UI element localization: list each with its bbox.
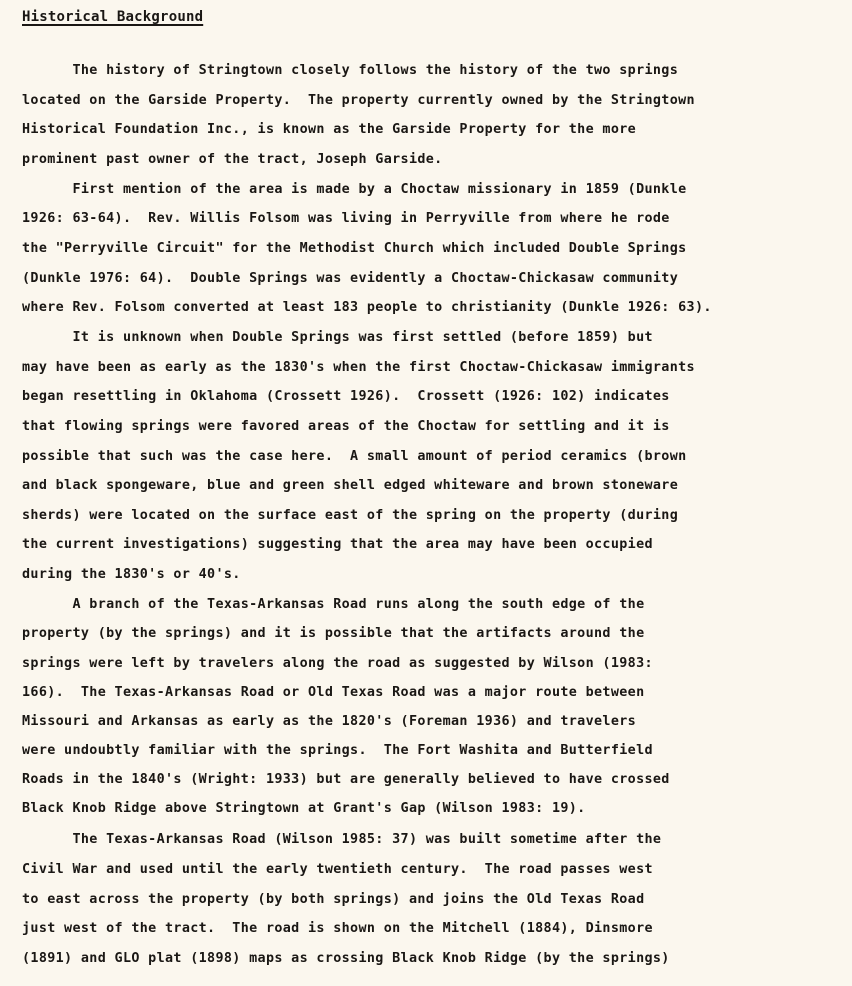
text-line: Missouri and Arkansas as early as the 1820's (Foreman 1936) and travelers	[22, 714, 637, 729]
text-line: that flowing springs were favored areas of the Choctaw for settling and it is	[22, 419, 670, 434]
text-line: It is unknown when Double Springs was first settled (before 1859) but	[22, 330, 653, 345]
text-line: Civil War and used until the early twentieth century. The road passes west	[22, 862, 653, 877]
text-line: (1891) and GLO plat (1898) maps as crossing Black Knob Ridge (by the springs)	[22, 951, 670, 966]
section-heading: Historical Background	[22, 9, 204, 25]
text-line: just west of the tract. The road is shown on the Mitchell (1884), Dinsmore	[22, 921, 653, 936]
text-line: Roads in the 1840's (Wright: 1933) but are generally believed to have crossed	[22, 772, 670, 787]
text-line: Black Knob Ridge above Stringtown at Grant's Gap (Wilson 1983: 19).	[22, 801, 586, 816]
text-line: 166). The Texas-Arkansas Road or Old Texas Road was a major route between	[22, 685, 645, 700]
text-line: prominent past owner of the tract, Joseph Garside.	[22, 152, 443, 167]
text-line: 1926: 63-64). Rev. Willis Folsom was living in Perryville from where he rode	[22, 211, 670, 226]
text-line: were undoubtly familiar with the springs. The Fort Washita and Butterfield	[22, 743, 653, 758]
text-line: and black spongeware, blue and green shell edged whiteware and brown stoneware	[22, 478, 679, 493]
text-line: sherds) were located on the surface east of the spring on the property (during	[22, 508, 679, 523]
text-line: to east across the property (by both springs) and joins the Old Texas Road	[22, 892, 645, 907]
text-line: the current investigations) suggesting that the area may have been occupied	[22, 537, 653, 552]
text-line: A branch of the Texas-Arkansas Road runs along the south edge of the	[22, 597, 645, 612]
text-line: where Rev. Folsom converted at least 183 people to christianity (Dunkle 1926: 63).	[22, 300, 712, 315]
text-line: located on the Garside Property. The property currently owned by the Stringtown	[22, 93, 695, 108]
text-line: the "Perryville Circuit" for the Methodist Church which included Double Springs	[22, 241, 687, 256]
text-line: springs were left by travelers along the road as suggested by Wilson (1983:	[22, 656, 653, 671]
text-line: (Dunkle 1976: 64). Double Springs was evidently a Choctaw-Chickasaw community	[22, 271, 679, 286]
text-line: The history of Stringtown closely follows the history of the two springs	[22, 63, 679, 78]
text-line: property (by the springs) and it is possible that the artifacts around the	[22, 626, 645, 641]
text-line: may have been as early as the 1830's when the first Choctaw-Chickasaw immigrants	[22, 360, 695, 375]
text-line: possible that such was the case here. A small amount of period ceramics (brown	[22, 449, 687, 464]
text-line: during the 1830's or 40's.	[22, 567, 241, 582]
text-line: First mention of the area is made by a Choctaw missionary in 1859 (Dunkle	[22, 182, 687, 197]
text-line: The Texas-Arkansas Road (Wilson 1985: 37) was built sometime after the	[22, 832, 662, 847]
text-line: Historical Foundation Inc., is known as the Garside Property for the more	[22, 122, 637, 137]
text-line: began resettling in Oklahoma (Crossett 1926). Crossett (1926: 102) indicates	[22, 389, 670, 404]
